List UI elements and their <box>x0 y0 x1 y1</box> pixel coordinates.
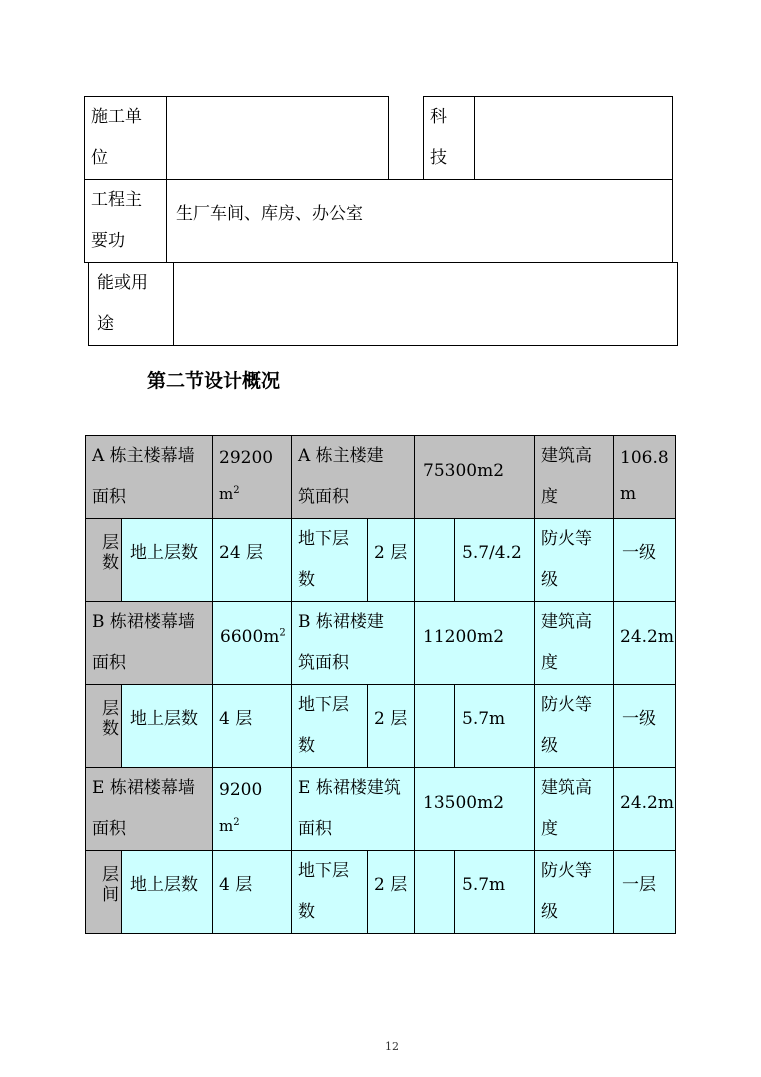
tech-value[interactable] <box>474 96 673 180</box>
a-fire-rating-value: 一级 <box>613 518 676 602</box>
b-empty-cell <box>414 684 455 768</box>
b-building-height-value: 24.2m <box>613 601 676 685</box>
e-floor-height-value: 5.7m <box>454 850 535 934</box>
a-floors-side-label: 层 数 <box>85 518 122 602</box>
e-empty-cell <box>414 850 455 934</box>
b-floor-height-value: 5.7m <box>454 684 535 768</box>
e-fire-rating-value: 一层 <box>613 850 676 934</box>
b-building-height-label: 建筑高 度 <box>534 601 614 685</box>
b-below-ground-label: 地下层 数 <box>291 684 368 768</box>
a-below-ground-value: 2 层 <box>367 518 415 602</box>
a-fire-rating-label: 防火等 级 <box>534 518 614 602</box>
a-floor-height-value: 5.7/4.2 <box>454 518 535 602</box>
e-building-height-value: 24.2m <box>613 767 676 851</box>
usage-label: 能或用 途 <box>88 262 174 346</box>
b-above-ground-value: 4 层 <box>212 684 292 768</box>
a-above-ground-value: 24 层 <box>212 518 292 602</box>
section-heading: 第二节设计概况 <box>147 370 281 392</box>
b-building-area-label: B 栋裙楼建 筑面积 <box>291 601 415 685</box>
a-below-ground-label: 地下层 数 <box>291 518 368 602</box>
e-above-ground-value: 4 层 <box>212 850 292 934</box>
e-building-height-label: 建筑高 度 <box>534 767 614 851</box>
main-function-label: 工程主 要功 <box>84 179 167 263</box>
e-floors-side-label: 层 间 <box>85 850 122 934</box>
e-building-area-value: 13500m2 <box>414 767 535 851</box>
e-building-area-label: E 栋裙楼建筑 面积 <box>291 767 415 851</box>
b-fire-rating-label: 防火等 级 <box>534 684 614 768</box>
a-curtain-wall-area-value: 29200 $m^2$ <box>212 435 292 519</box>
b-building-area-value: 11200m2 <box>414 601 535 685</box>
construction-unit-label: 施工单 位 <box>84 96 167 180</box>
e-below-ground-label: 地下层 数 <box>291 850 368 934</box>
b-below-ground-value: 2 层 <box>367 684 415 768</box>
construction-unit-value[interactable] <box>166 96 389 180</box>
b-above-ground-label: 地上层数 <box>121 684 213 768</box>
b-fire-rating-value: 一级 <box>613 684 676 768</box>
e-above-ground-label: 地上层数 <box>121 850 213 934</box>
b-curtain-wall-area-label: B 栋裙楼幕墙 面积 <box>85 601 213 685</box>
e-curtain-wall-area-label: E 栋裙楼幕墙 面积 <box>85 767 213 851</box>
e-below-ground-value: 2 层 <box>367 850 415 934</box>
a-building-area-value: 75300m2 <box>414 435 535 519</box>
b-floors-side-label: 层 数 <box>85 684 122 768</box>
a-building-height-value: 106.8 m <box>613 435 676 519</box>
a-curtain-wall-area-label: A 栋主楼幕墙 面积 <box>85 435 213 519</box>
tech-label: 科 技 <box>423 96 475 180</box>
a-empty-cell <box>414 518 455 602</box>
a-building-height-label: 建筑高 度 <box>534 435 614 519</box>
b-curtain-wall-area-value: $6600m^2$ <box>212 601 292 685</box>
gap-cell <box>388 96 424 180</box>
a-above-ground-label: 地上层数 <box>121 518 213 602</box>
page-number: 12 <box>385 1040 399 1053</box>
main-function-value[interactable]: 生厂车间、库房、办公室 <box>166 179 673 263</box>
a-building-area-label: A 栋主楼建 筑面积 <box>291 435 415 519</box>
usage-value[interactable] <box>173 262 678 346</box>
e-fire-rating-label: 防火等 级 <box>534 850 614 934</box>
e-curtain-wall-area-value: 9200 $m^2$ <box>212 767 292 851</box>
